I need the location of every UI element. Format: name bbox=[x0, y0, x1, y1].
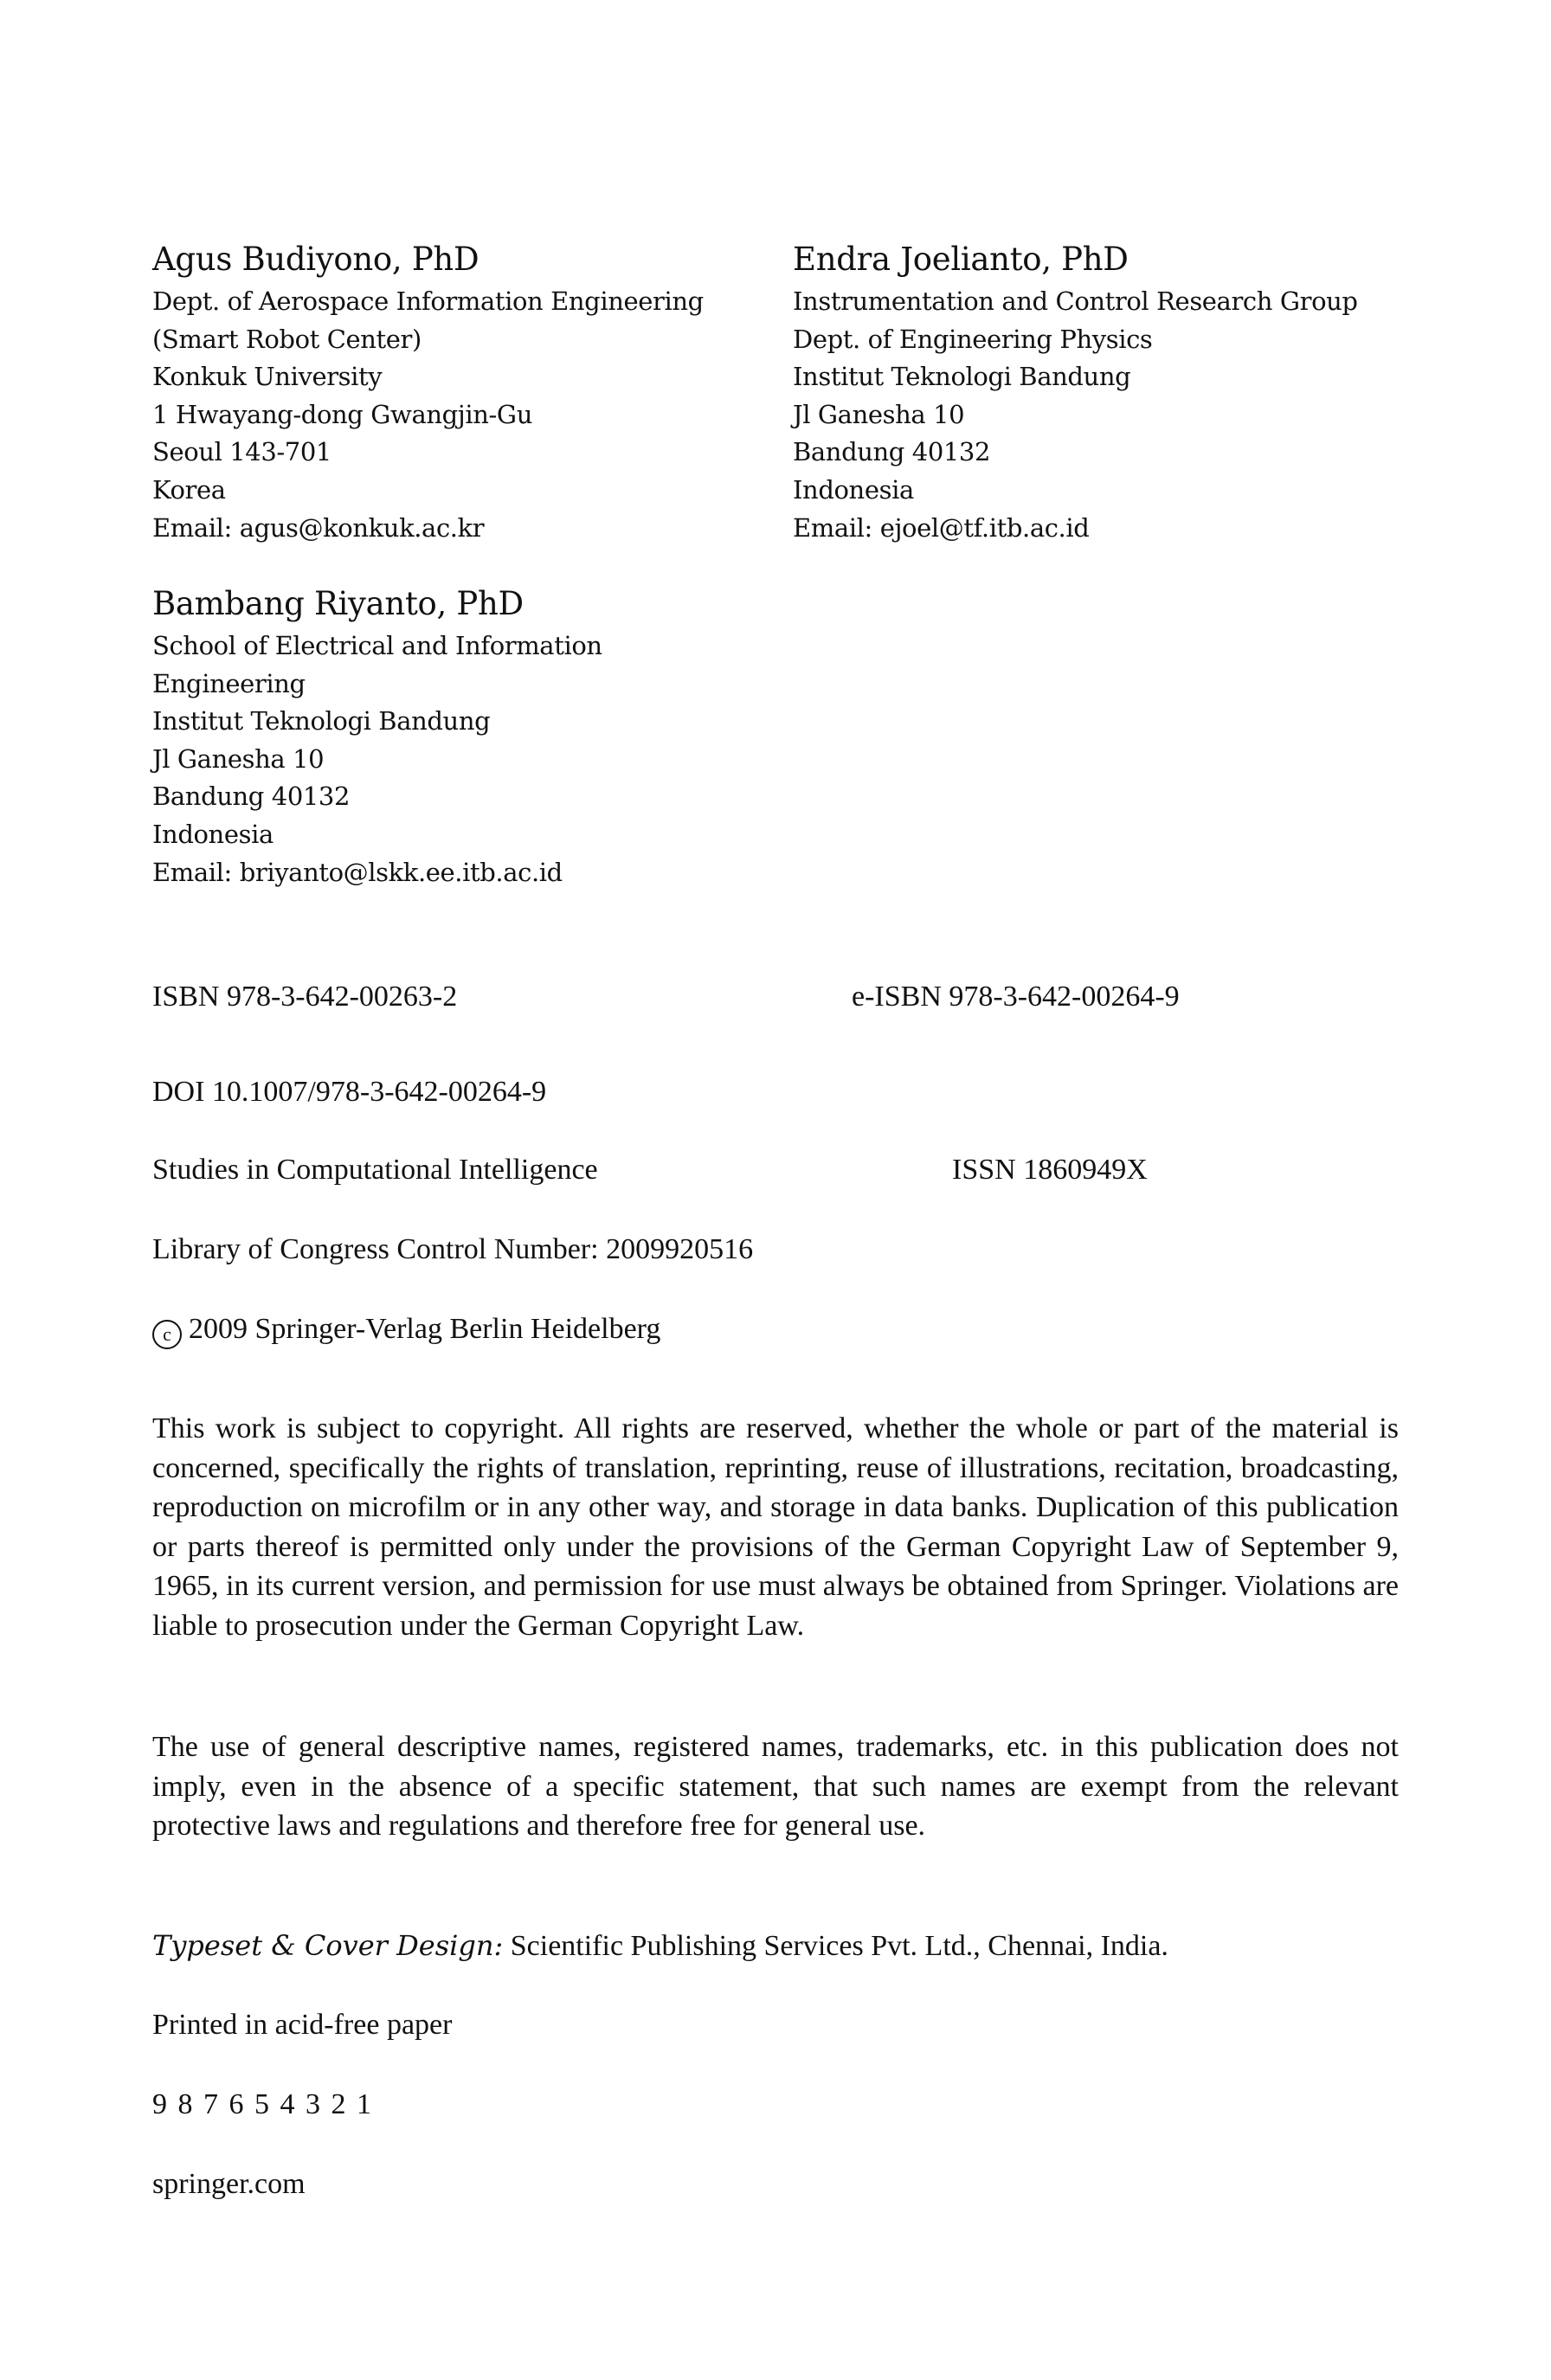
author-city: Bandung 40132 bbox=[152, 782, 351, 812]
author-city: Bandung 40132 bbox=[793, 437, 991, 467]
typeset-label: Typeset & Cover Design: bbox=[152, 1929, 504, 1962]
printed-line: Printed in acid-free paper bbox=[152, 2009, 453, 2041]
typeset-line bbox=[152, 1927, 1168, 1965]
author-block-joelianto bbox=[793, 240, 1358, 547]
author-dept: Dept. of Engineering Physics bbox=[793, 324, 1153, 354]
author-university: Institut Teknologi Bandung bbox=[793, 362, 1131, 392]
author-street: 1 Hwayang-dong Gwangjin-Gu bbox=[152, 399, 532, 429]
issn: ISSN 1860949X bbox=[952, 1154, 1148, 1186]
author-block-budiyono bbox=[152, 240, 704, 547]
author-university: Institut Teknologi Bandung bbox=[152, 706, 491, 737]
author-dept: Dept. of Aerospace Information Engineering bbox=[152, 286, 704, 316]
author-group: Instrumentation and Control Research Group bbox=[793, 286, 1358, 316]
lccn: Library of Congress Control Number: 2009920516 bbox=[152, 1233, 754, 1265]
author-name: Agus Budiyono, PhD bbox=[152, 241, 479, 278]
trademark-paragraph: The use of general descriptive names, registered names, trademarks, etc. in this publication does not imply, even in the absence of a specific statement, that such names are exempt from the relevant protective laws and regulations and therefore free for general use. bbox=[152, 1731, 1399, 1842]
series-title: Studies in Computational Intelligence bbox=[152, 1154, 598, 1186]
author-name: Endra Joelianto, PhD bbox=[793, 241, 1129, 278]
printing-numbers: 9 8 7 6 5 4 3 2 1 bbox=[152, 2088, 373, 2120]
e-isbn: e-ISBN 978-3-642-00264-9 bbox=[852, 981, 1180, 1013]
author-center: (Smart Robot Center) bbox=[152, 324, 422, 354]
author-email: Email: ejoel@tf.itb.ac.id bbox=[793, 512, 1090, 543]
copyright-paragraph: This work is subject to copyright. All rights are reserved, whether the whole or part of the material is concerned, specifically the rights of translation, reprinting, reuse of illustrations, recitation, broadcasting, reproduction on microfilm or in any other way, and storage in data banks. Duplication of this publication or parts thereof is permitted only under the provisions of the German Copyright Law of September 9, 1965, in its current version, and permission for use must always be obtained from Springer. Violations are liable to prosecution under the German Copyright Law. bbox=[152, 1412, 1399, 1642]
author-city: Seoul 143-701 bbox=[152, 437, 331, 467]
author-name: Bambang Riyanto, PhD bbox=[152, 585, 524, 622]
isbn: ISBN 978-3-642-00263-2 bbox=[152, 981, 458, 1013]
copyright-text: 2009 Springer-Verlag Berlin Heidelberg bbox=[189, 1313, 661, 1345]
author-country: Indonesia bbox=[152, 819, 274, 849]
typeset-text: Scientific Publishing Services Pvt. Ltd., Chennai, India. bbox=[503, 1930, 1168, 1962]
author-street: Jl Ganesha 10 bbox=[793, 399, 965, 429]
author-street: Jl Ganesha 10 bbox=[152, 743, 325, 774]
author-country: Korea bbox=[152, 474, 226, 505]
author-email: Email: briyanto@lskk.ee.itb.ac.id bbox=[152, 857, 563, 887]
doi: DOI 10.1007/978-3-642-00264-9 bbox=[152, 1076, 547, 1108]
website: springer.com bbox=[152, 2168, 306, 2200]
copyright-line bbox=[152, 1310, 660, 1349]
author-block-riyanto bbox=[152, 584, 602, 891]
copyright-icon: c bbox=[152, 1320, 182, 1349]
author-country: Indonesia bbox=[793, 474, 914, 505]
author-email: Email: agus@konkuk.ac.kr bbox=[152, 512, 485, 543]
author-school: School of Electrical and Information bbox=[152, 631, 602, 660]
author-university: Konkuk University bbox=[152, 362, 383, 392]
author-school-cont: Engineering bbox=[152, 668, 306, 698]
